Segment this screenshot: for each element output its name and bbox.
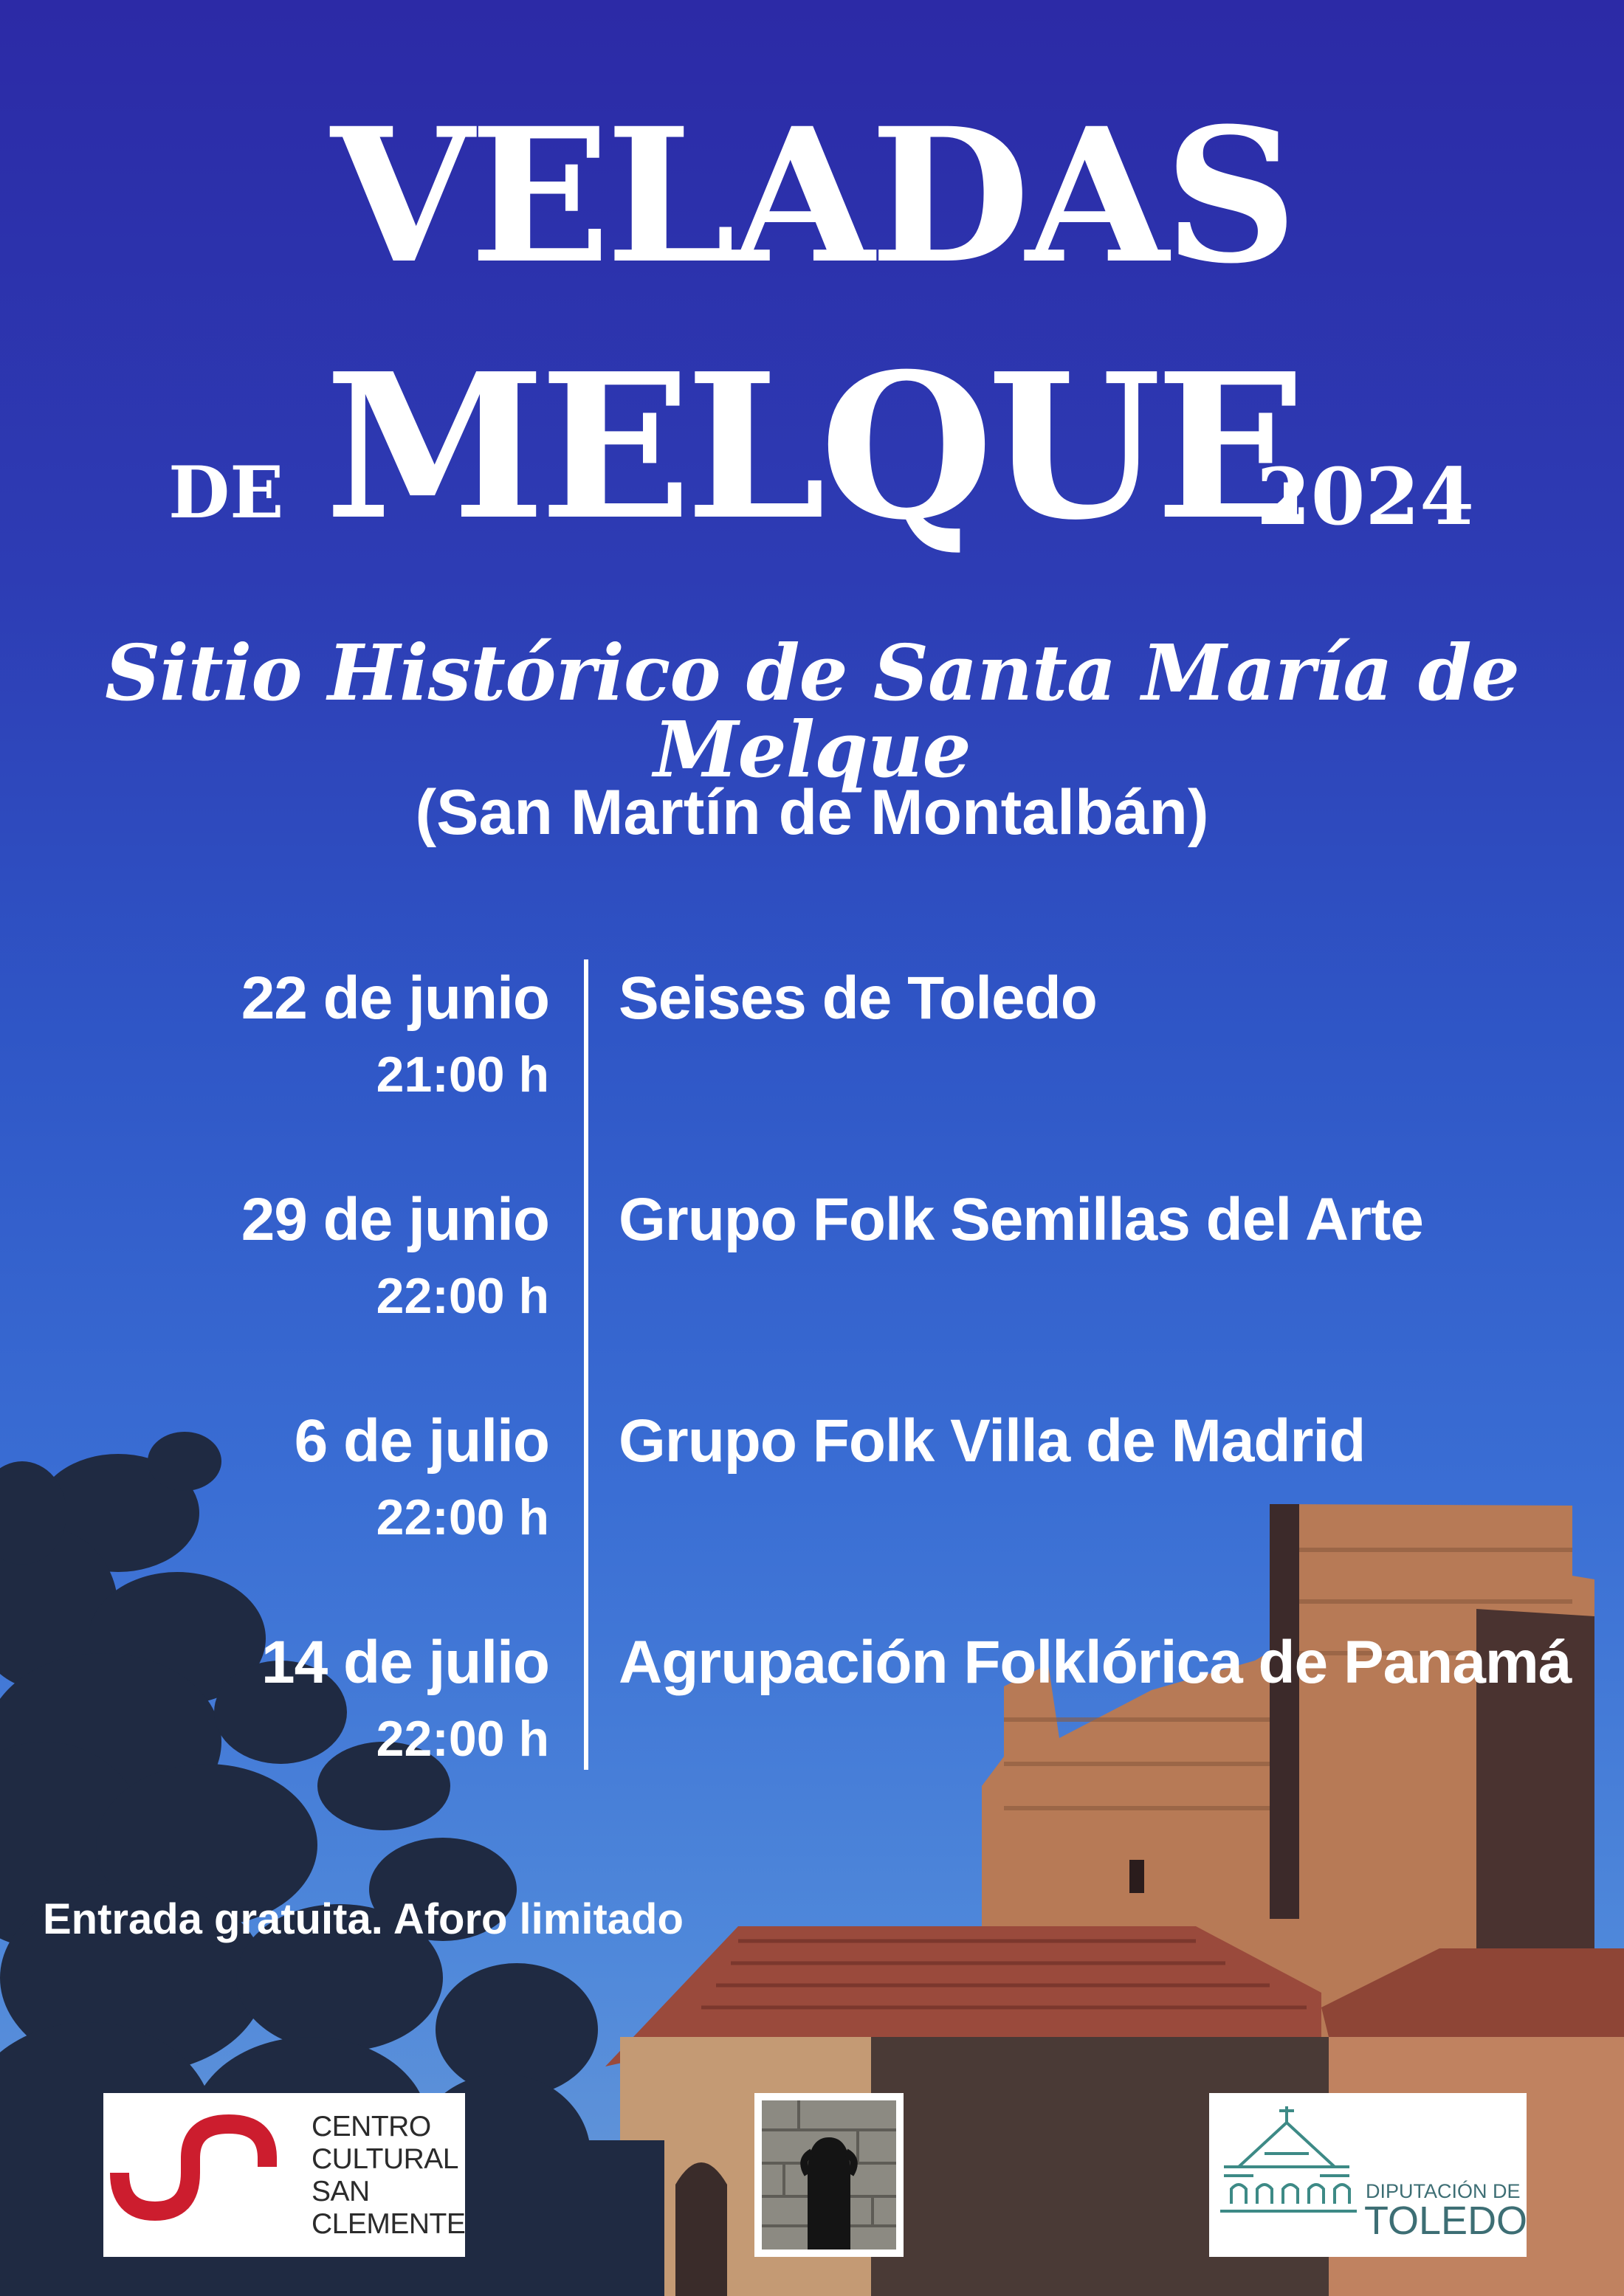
title-row <box>0 329 1624 568</box>
event-item <box>0 1186 1624 1337</box>
diputacion-toledo-logo <box>1209 2093 1527 2257</box>
event-date: 6 de julio <box>294 1407 549 1475</box>
title-melque: MELQUE <box>325 329 1301 564</box>
title-veladas: VELADAS <box>331 87 1293 304</box>
event-time: 21:00 h <box>376 1047 549 1103</box>
event-item <box>0 1629 1624 1780</box>
logo-text-line: TOLEDO <box>1364 2199 1528 2243</box>
location-text: (San Martín de Montalbán) <box>415 777 1209 848</box>
event-date: 29 de junio <box>241 1186 549 1253</box>
event-time: 22:00 h <box>376 1268 549 1324</box>
centro-cultural-logo <box>103 2093 465 2257</box>
event-item <box>0 1407 1624 1559</box>
logo-text-line: CULTURAL <box>312 2143 458 2175</box>
toledo-building-icon <box>1209 2093 1364 2257</box>
stone-arch-icon <box>754 2093 904 2257</box>
san-clemente-s-icon <box>103 2093 295 2257</box>
admission-note: Entrada gratuita. Aforo limitado <box>43 1895 684 1943</box>
logo-text-line: CLEMENTE <box>312 2208 466 2240</box>
logo-text-line: CENTRO <box>312 2111 431 2142</box>
event-name: Agrupación Folklórica de Panamá <box>619 1629 1572 1696</box>
event-item <box>0 965 1624 1116</box>
logo-text-line: DIPUTACIÓN DE <box>1366 2180 1521 2202</box>
title-de: DE <box>168 451 284 534</box>
event-time: 22:00 h <box>376 1711 549 1767</box>
subtitle-site: Sitio Histórico de Santa María de Melque <box>105 627 1519 795</box>
title-year: 2024 <box>1256 450 1475 542</box>
event-date: 22 de junio <box>241 965 549 1032</box>
event-name: Grupo Folk Villa de Madrid <box>619 1407 1366 1475</box>
event-date: 14 de julio <box>261 1629 549 1696</box>
event-name: Grupo Folk Semillas del Arte <box>619 1186 1423 1253</box>
melque-arch-logo <box>754 2093 904 2257</box>
logo-text-line: SAN <box>312 2176 370 2207</box>
event-time: 22:00 h <box>376 1489 549 1545</box>
event-name: Seises de Toledo <box>619 965 1097 1032</box>
